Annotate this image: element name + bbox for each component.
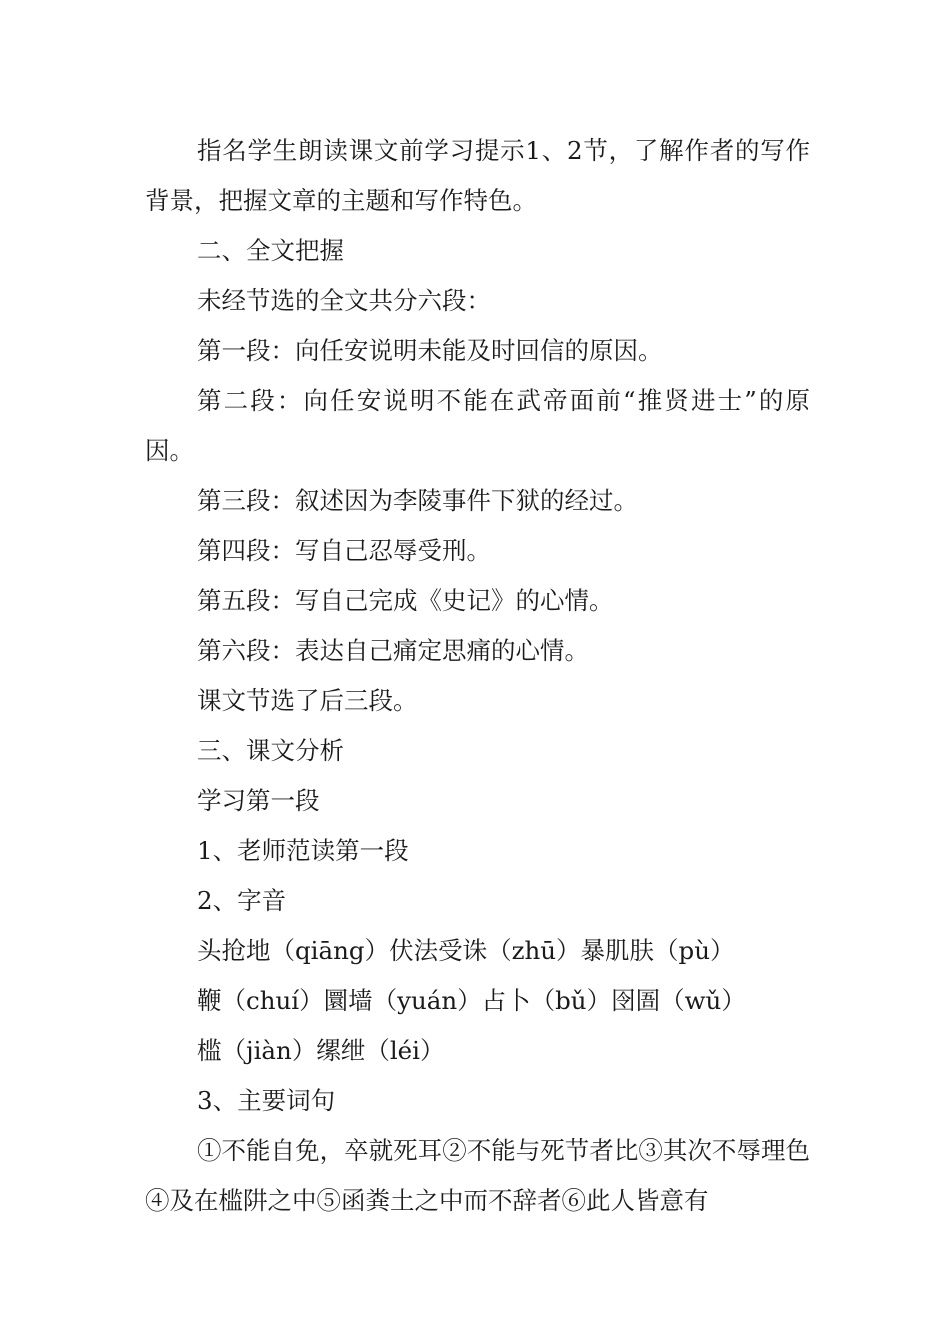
list-item-pronunciation: 2、字音 [197,886,287,915]
paragraph-section-3: 第三段：叙述因为李陵事件下狱的经过。 [197,486,638,515]
paragraph-reading-intro: 指名学生朗读课文前学习提示1、2节，了解作者的写作背景，把握文章的主题和写作特色。 [145,136,810,215]
paragraph-section-1: 第一段：向任安说明未能及时回信的原因。 [197,336,663,365]
paragraph-six-sections: 未经节选的全文共分六段： [197,286,491,315]
section-heading-analysis: 三、课文分析 [197,736,344,765]
document-body [145,126,810,1226]
pronunciation-line-3: 槛（jiàn）缧绁（léi） [197,1036,445,1065]
list-item-teacher-reading: 1、老师范读第一段 [197,836,409,865]
list-item-key-phrases: 3、主要词句 [197,1086,336,1115]
paragraph-section-2: 第二段：向任安说明不能在武帝面前“推贤进士”的原因。 [145,386,810,465]
paragraph-section-4: 第四段：写自己忍辱受刑。 [197,536,491,565]
paragraph-section-5: 第五段：写自己完成《史记》的心情。 [197,586,614,615]
pronunciation-line-2: 鞭（chuí）圜墙（yuán）占卜（bǔ）囹圄（wǔ） [197,986,746,1015]
section-heading-full-text: 二、全文把握 [197,236,344,265]
subheading-study-first-section: 学习第一段 [197,786,320,815]
pronunciation-line-1: 头抢地（qiāng）伏法受诛（zhū）暴肌肤（pù） [197,936,735,965]
paragraph-key-phrases: ①不能自免，卒就死耳②不能与死节者比③其次不辱理色④及在槛阱之中⑤函粪土之中而不辞者⑥此人皆意有 [145,1136,810,1215]
paragraph-excerpt-note: 课文节选了后三段。 [197,686,418,715]
paragraph-section-6: 第六段：表达自己痛定思痛的心情。 [197,636,589,665]
